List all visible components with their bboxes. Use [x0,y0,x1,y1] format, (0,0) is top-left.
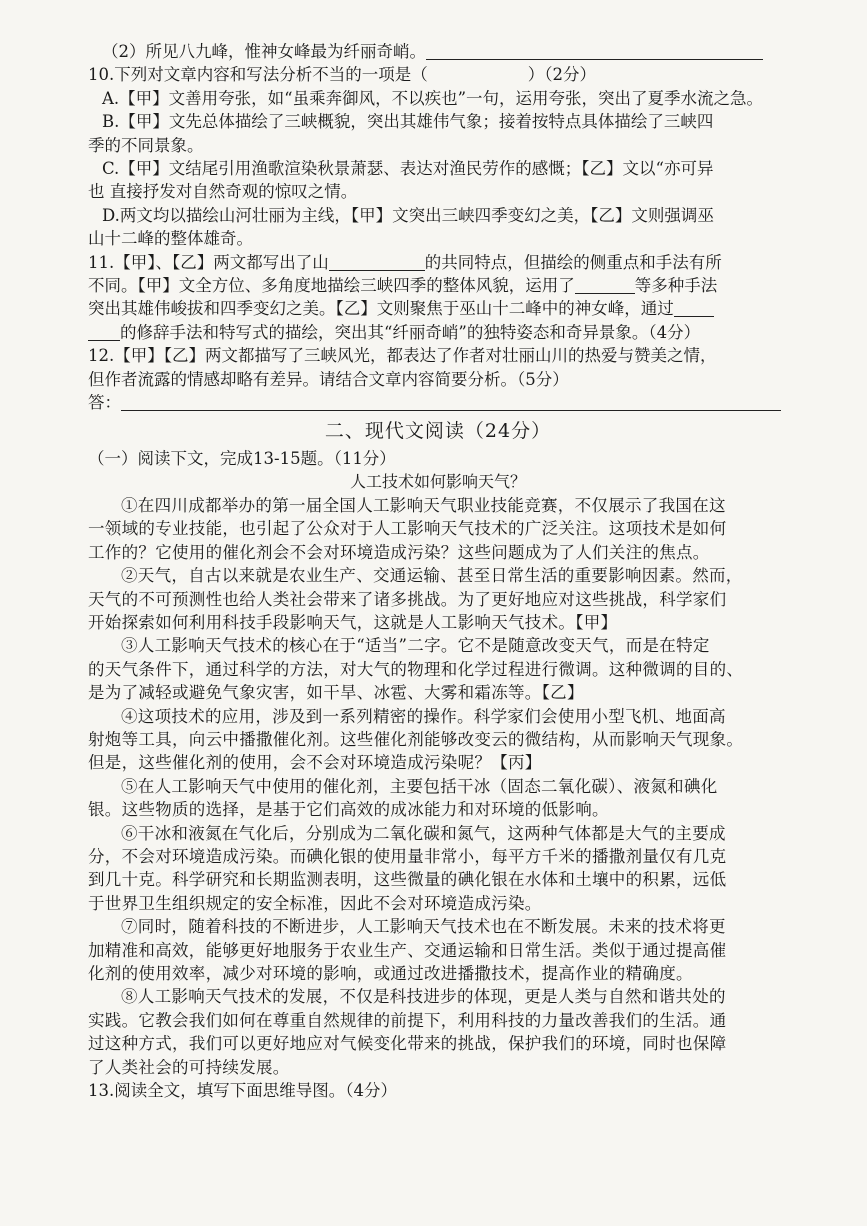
article-para-5 [88,775,788,822]
q12-answer-label: 答： [88,393,121,413]
article-line: 的天气条件下，通过科学的方法，对大气的物理和化学过程进行微调。这种微调的目的、 [88,659,744,679]
q10-stem-suffix: ）（2分） [527,65,596,85]
article-line: ④这项技术的应用，涉及到一系列精密的操作。科学家们会使用小型飞机、地面高 [121,706,726,726]
q10-option-d-line1: D.两文均以描绘山河壮丽为主线，【甲】文突出三峡四季变幻之美，【乙】文则强调巫 [102,205,714,225]
q10-stem [88,63,788,86]
q10-option-b-line1: B.【甲】文先总体描绘了三峡概貌，突出其雄伟气象；接着按特点具体描绘了三峡四 [102,112,714,132]
q11-line3 [88,297,788,320]
q9-part2-text: （2）所见八九峰，惟神女峰最为纤丽奇峭。 [102,42,426,61]
article-line: 射炮等工具，向云中播撒催化剂。这些催化剂能够改变云的微结构，从而影响天气现象。 [88,729,744,749]
article-line: 于世界卫生组织规定的安全标准，因此不会对环境造成污染。 [88,893,542,913]
q11-text-4a: 的修辞手法和特写式的描绘，突出其“纤丽奇峭”的独特姿态和奇异景象。（4分） [120,322,701,342]
q12-answer-row [88,391,788,414]
article-line: 是为了减轻或避免气象灾害，如干旱、冰雹、大雾和霜冻等。【乙】 [88,683,584,703]
article-line: ⑦同时，随着科技的不断进步，人工影响天气技术也在不断发展。未来的技术将更 [121,917,726,937]
q11-line4 [88,321,788,344]
q11-text-2b: 等多种手法 [634,276,718,296]
article-line: 但是，这些催化剂的使用，会不会对环境造成污染呢？【丙】 [88,753,542,773]
q10-option-b-line2: 季的不同景象。 [88,135,204,155]
q11-text-1b: 的共同特点，但描绘的侧重点和手法有所 [424,252,722,272]
article-line: ⑧人工影响天气技术的发展，不仅是科技进步的体现，更是人类与自然和谐共处的 [121,987,726,1007]
section2-subtitle: （一）阅读下文，完成13-15题。（11分） [88,448,396,468]
article-line: 加精准和高效，能够更好地服务于农业生产、交通运输和日常生活。类似于通过提高催 [88,940,727,960]
article-line: ⑥干冰和液氮在气化后，分别成为二氧化碳和氮气，这两种气体都是大气的主要成 [121,823,726,843]
article-para-3 [88,634,788,704]
q10-option-c-line1: C.【甲】文结尾引用渔歌渲染秋景萧瑟、表达对渔民劳作的感慨；【乙】文以“亦可异 [102,159,714,179]
q11-line2 [88,274,788,297]
article-line: ①在四川成都举办的第一届全国人工影响天气职业技能竞赛，不仅展示了我国在这 [121,495,726,515]
q11-text-3a: 突出其雄伟峻拔和四季变幻之美。【乙】文则聚焦于巫山十二峰中的神女峰，通过 [88,299,674,319]
section2-title: 二、现代文阅读（24分） [324,419,552,442]
article-para-8 [88,985,788,1079]
exam-page [88,40,788,1102]
article-line: 化剂的使用效率，减少对环境的影响，或通过改进播撒技术，提高作业的精确度。 [88,964,693,984]
q9-answer-blank[interactable] [426,43,763,60]
article-line: 实践。它教会我们如何在尊重自然规律的前提下，利用科技的力量改善我们的生活。通 [88,1010,727,1030]
article-body [88,494,788,1079]
q12-answer-blank[interactable] [121,394,781,411]
q11-blank-1[interactable] [329,254,425,271]
article-para-2 [88,564,788,634]
article-line: 一领域的专业技能，也引起了公众对于人工影响天气技术的广泛关注。这项技术是如何 [88,519,727,539]
article-line: 开始探索如何利用科技手段影响天气，这就是人工影响天气技术。【甲】 [88,612,618,632]
article-line: ⑤在人工影响天气中使用的催化剂，主要包括干冰（固态二氧化碳）、液氮和碘化 [121,776,718,796]
article-title: 人工技术如何影响天气？ [349,471,526,491]
q9-part2 [88,40,788,63]
article-line: 天气的不可预测性也给人类社会带来了诸多挑战。为了更好地应对这些挑战，科学家们 [88,589,727,609]
q11-text-2a: 不同。【甲】文全方位、多角度地描绘三峡四季的整体风貌，运用了 [88,276,575,296]
article-line: 过这种方式，我们可以更好地应对气候变化带来的挑战，保护我们的环境，同时也保障 [88,1034,727,1054]
article-line: 分，不会对环境造成污染。而碘化银的使用量非常小，每平方千米的播撒剂量仅有几克 [88,847,727,866]
article-para-7 [88,915,788,985]
article-line: 工作的？它使用的催化剂会不会对环境造成污染？这些问题成为了人们关注的焦点。 [88,542,710,562]
q10-option-a: A.【甲】文善用夸张，如“虽乘奔御风，不以疾也”一句，运用夸张，突出了夏季水流之急。 [102,88,764,108]
q10-option-d-line2: 山十二峰的整体雄奇。 [88,229,253,249]
q11-line1 [88,251,788,274]
article-line: 了人类社会的可持续发展。 [88,1057,290,1077]
article-para-6 [88,822,788,916]
article-line: ③人工影响天气技术的核心在于“适当”二字。它不是随意改变天气，而是在特定 [121,636,710,656]
q11-blank-3b[interactable] [88,324,120,341]
article-line: 到几十克。科学研究和长期监测表明，这些微量的碘化银在水体和土壤中的积累，远低 [88,870,727,890]
q11-blank-2[interactable] [575,277,635,294]
q11-blank-3a[interactable] [674,300,714,317]
q12-line1: 12.【甲】【乙】两文都描写了三峡风光，都表达了作者对壮丽山川的热爱与赞美之情， [88,346,717,366]
article-line: ②天气，自古以来就是农业生产、交通运输、甚至日常生活的重要影响因素。然而， [121,566,743,586]
article-para-4 [88,705,788,775]
article-line: 银。这些物质的选择，是基于它们高效的成冰能力和对环境的低影响。 [88,800,609,820]
q13-stem: 13.阅读全文，填写下面思维导图。（4分） [88,1081,397,1101]
q12-line2: 但作者流露的情感却略有差异。请结合文章内容简要分析。（5分） [88,369,569,389]
q10-option-c-line2: 也 直接抒发对自然奇观的惊叹之情。 [88,182,358,202]
article-para-1 [88,494,788,564]
q11-text-1a: 11.【甲】、【乙】两文都写出了山 [88,252,329,272]
q10-stem-prefix: 10.下列对文章内容和写法分析不当的一项是（ [88,65,428,85]
